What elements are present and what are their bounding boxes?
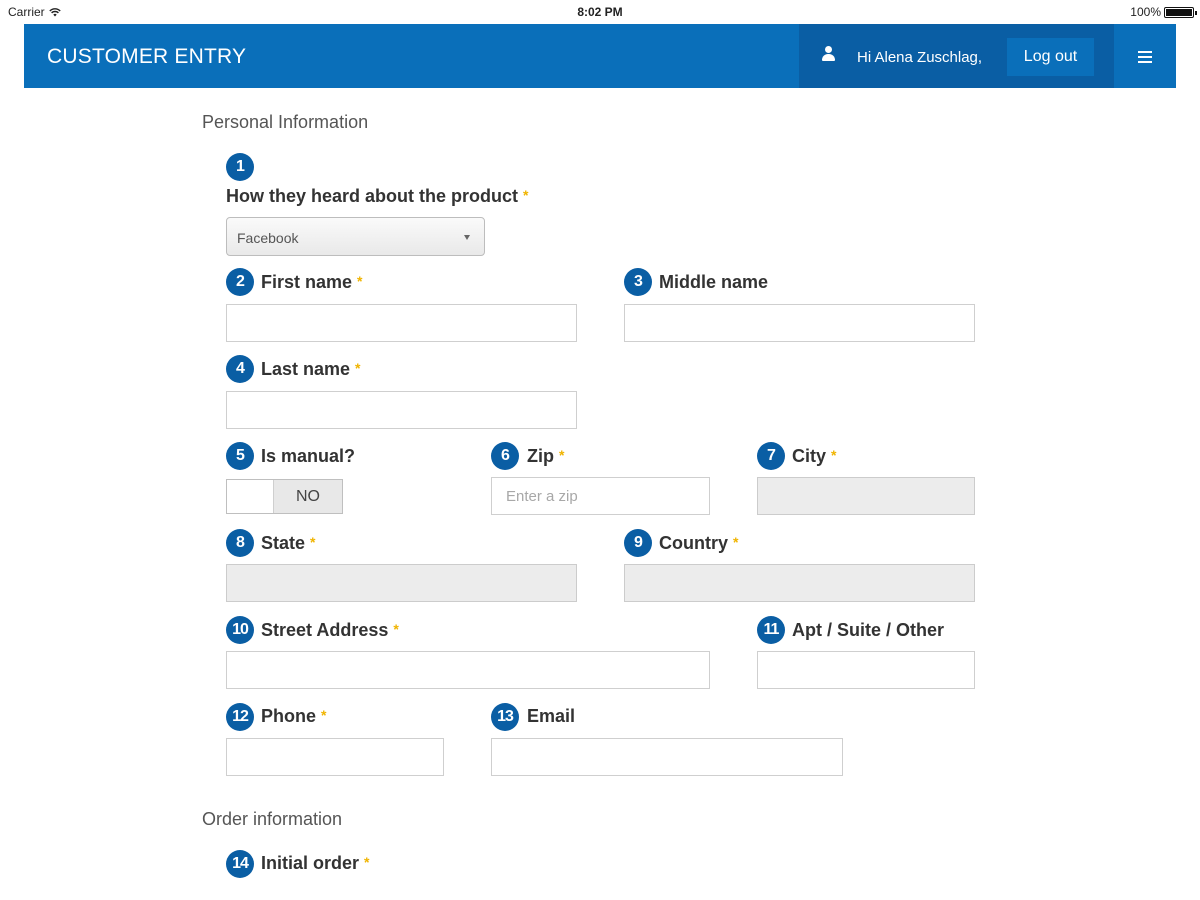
user-area	[799, 24, 1114, 88]
is-manual-toggle[interactable]	[226, 479, 343, 514]
required-marker: *	[357, 273, 363, 289]
country-input	[625, 565, 974, 601]
country-field	[624, 564, 975, 602]
chevron-down-icon	[464, 235, 470, 240]
menu-icon	[1138, 51, 1152, 63]
zip-field[interactable]	[491, 477, 710, 515]
apt-field[interactable]	[757, 651, 975, 689]
initial-order-label: Initial order *	[261, 853, 370, 873]
toggle-knob	[227, 480, 274, 513]
apt-input[interactable]	[758, 652, 974, 688]
battery-percent: 100%	[1130, 5, 1161, 19]
step-number: 1	[226, 153, 254, 181]
required-marker: *	[321, 707, 327, 723]
step-number: 10	[226, 616, 254, 644]
step-number: 5	[226, 442, 254, 470]
zip-label: Zip *	[527, 446, 565, 466]
heard-label: How they heard about the product *	[226, 186, 529, 206]
apt-label: Apt / Suite / Other	[792, 620, 945, 640]
toggle-state: NO	[274, 480, 342, 513]
battery-icon	[1164, 7, 1194, 18]
street-address-input[interactable]	[227, 652, 709, 688]
required-marker: *	[733, 534, 739, 550]
app-header	[24, 24, 1176, 88]
city-input	[758, 478, 974, 514]
step-number: 12	[226, 703, 254, 731]
step-number: 6	[491, 442, 519, 470]
state-field	[226, 564, 577, 602]
middle-name-input[interactable]	[625, 305, 974, 341]
heard-select-value: Facebook	[237, 230, 299, 246]
middle-name-field[interactable]	[624, 304, 975, 342]
required-marker: *	[559, 447, 565, 463]
required-marker: *	[523, 187, 529, 203]
first-name-label: First name *	[261, 272, 363, 292]
heard-select[interactable]	[226, 217, 485, 256]
required-marker: *	[355, 360, 361, 376]
step-number: 14	[226, 850, 254, 878]
phone-field[interactable]	[226, 738, 444, 776]
required-marker: *	[364, 854, 370, 870]
city-label: City *	[792, 446, 837, 466]
required-marker: *	[831, 447, 837, 463]
order-info-heading: Order information	[202, 809, 343, 829]
step-number: 11	[757, 616, 785, 644]
city-field	[757, 477, 975, 515]
carrier-label: Carrier	[8, 5, 45, 19]
state-input	[227, 565, 576, 601]
last-name-input[interactable]	[227, 392, 576, 428]
logout-button[interactable]: Log out	[1007, 38, 1094, 76]
step-number: 2	[226, 268, 254, 296]
state-label: State *	[261, 533, 316, 553]
last-name-field[interactable]	[226, 391, 577, 429]
country-label: Country *	[659, 533, 739, 553]
phone-label: Phone *	[261, 706, 327, 726]
status-bar	[0, 0, 1200, 24]
first-name-field[interactable]	[226, 304, 577, 342]
step-number: 13	[491, 703, 519, 731]
step-number: 8	[226, 529, 254, 557]
email-field[interactable]	[491, 738, 843, 776]
step-number: 3	[624, 268, 652, 296]
clock: 8:02 PM	[577, 5, 623, 19]
street-address-field[interactable]	[226, 651, 710, 689]
step-number: 9	[624, 529, 652, 557]
menu-button[interactable]	[1114, 24, 1176, 88]
battery-indicator	[1130, 5, 1194, 19]
zip-input[interactable]	[492, 478, 709, 514]
is-manual-label: Is manual?	[261, 446, 356, 466]
first-name-input[interactable]	[227, 305, 576, 341]
middle-name-label: Middle name	[659, 272, 769, 292]
step-number: 7	[757, 442, 785, 470]
user-greeting: Hi Alena Zuschlag,	[857, 49, 983, 66]
required-marker: *	[310, 534, 316, 550]
page-title: CUSTOMER ENTRY	[47, 45, 247, 68]
email-input[interactable]	[492, 739, 842, 775]
last-name-label: Last name *	[261, 359, 361, 379]
email-label: Email	[527, 706, 576, 726]
user-icon	[821, 46, 835, 62]
phone-input[interactable]	[227, 739, 443, 775]
street-address-label: Street Address *	[261, 620, 399, 640]
personal-info-heading: Personal Information	[202, 112, 369, 132]
required-marker: *	[393, 621, 399, 637]
step-number: 4	[226, 355, 254, 383]
